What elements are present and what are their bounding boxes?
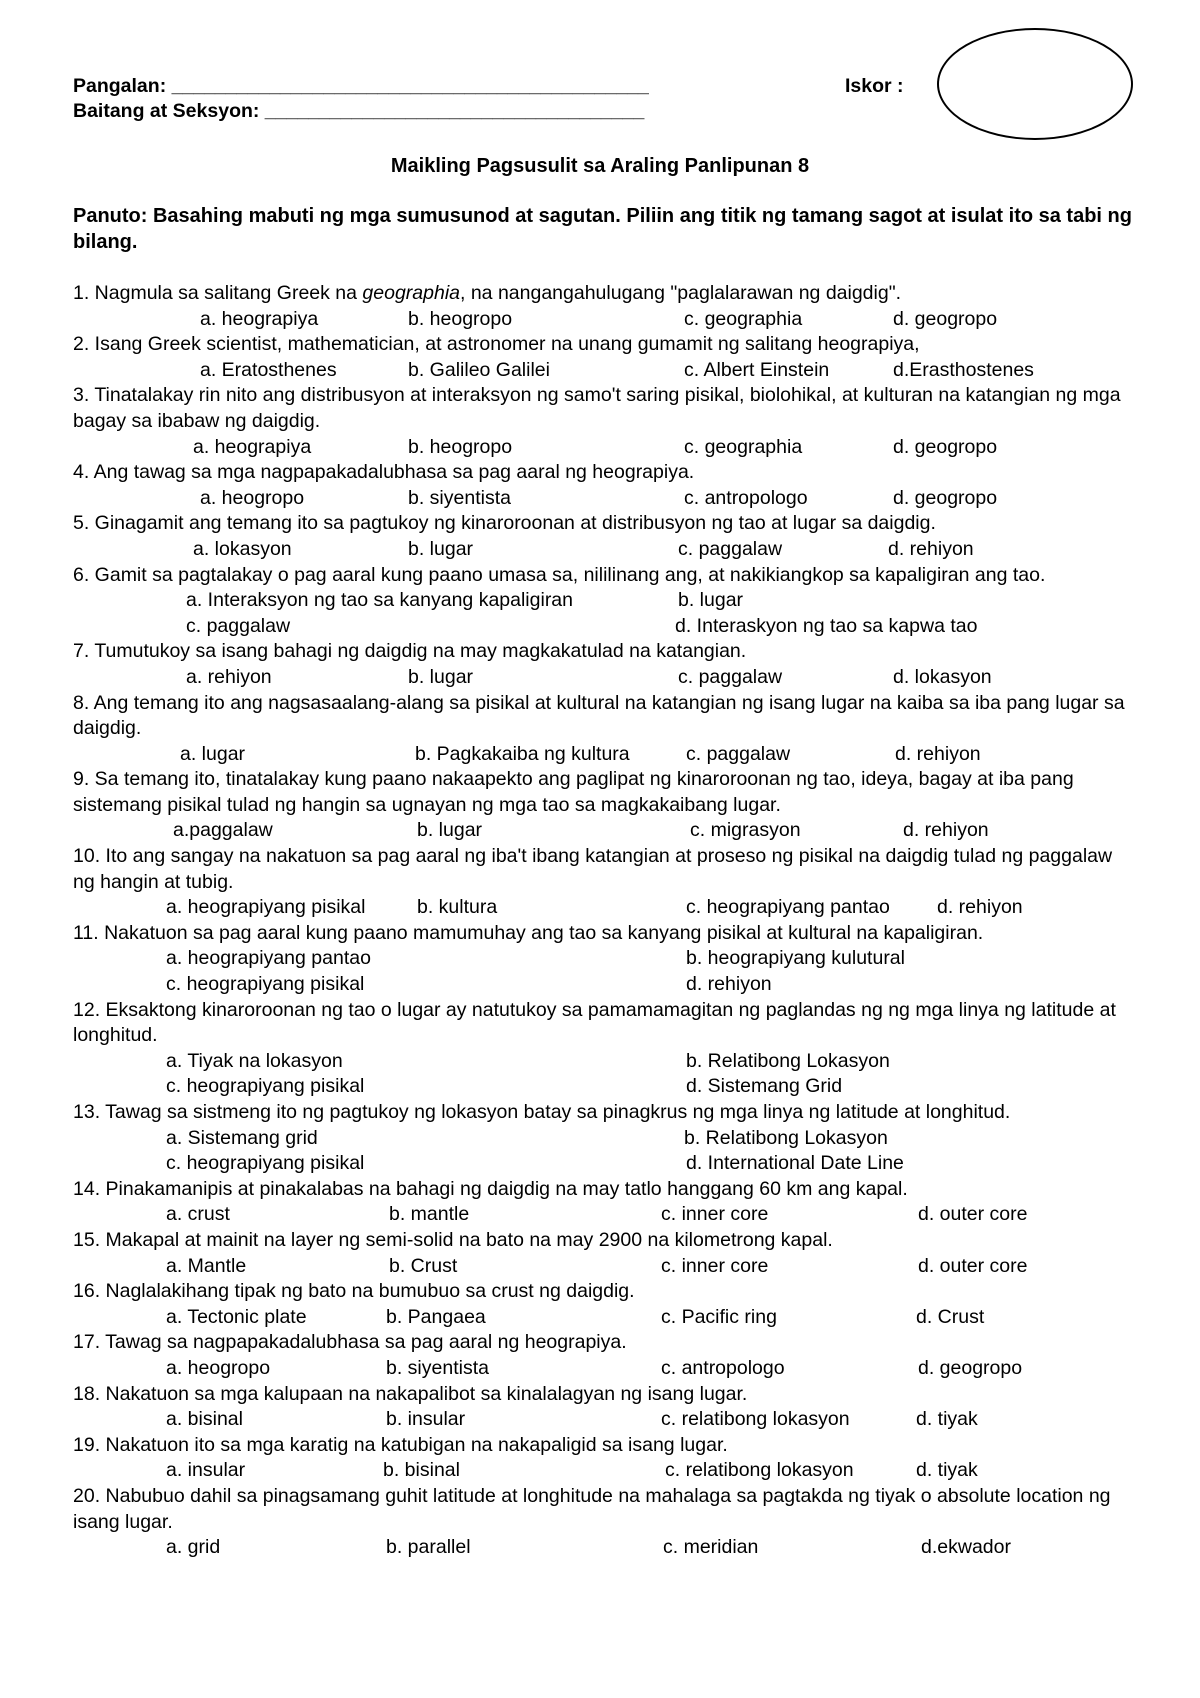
choices-row — [0, 588, 1200, 614]
question-text: 18. Nakatuon sa mga kalupaan na nakapalibot sa kinalalagyan ng isang lugar. — [73, 1382, 748, 1405]
choice-a: a. Mantle — [166, 1254, 247, 1277]
choice-c: c. inner core — [661, 1254, 769, 1277]
question-text: 9. Sa temang ito, tinatalakay kung paano nakaapekto ang paglipat ng kinaroroonan ng tao, ideya, bagay at iba pang sistemang pisikal tulad ng hangin sa ugnayan ng mga tao sa magkakaibang lugar. — [73, 768, 1074, 816]
choice-d: d. Sistemang Grid — [686, 1075, 843, 1098]
question-text: 16. Naglalakihang tipak ng bato na bumubuo sa crust ng daigdig. — [73, 1280, 635, 1303]
choice-b: b. siyentista — [408, 486, 511, 509]
choice-a: a. rehiyon — [186, 665, 272, 688]
choices-row — [0, 1049, 1200, 1075]
choice-c: c. heograpiyang pisikal — [166, 973, 365, 996]
choice-a: a.paggalaw — [173, 819, 273, 842]
question-20 — [0, 1484, 1200, 1561]
choice-b: b. siyentista — [386, 1356, 489, 1379]
score-oval — [937, 28, 1133, 140]
choices-row — [0, 435, 1200, 461]
question-text: 4. Ang tawag sa mga nagpapakadalubhasa sa pag aaral ng heograpiya. — [73, 461, 695, 484]
choice-b: b. Relatibong Lokasyon — [684, 1126, 888, 1149]
choices-row — [0, 1535, 1200, 1561]
choice-a: a. heograpiya — [193, 435, 312, 458]
question-11 — [0, 921, 1200, 998]
question-4 — [0, 460, 1200, 511]
question-12 — [0, 998, 1200, 1100]
choice-b: b. parallel — [386, 1536, 471, 1559]
question-text-emphasis: geographia — [362, 282, 460, 304]
choice-b: b. Relatibong Lokasyon — [686, 1049, 890, 1072]
choices-row — [0, 1356, 1200, 1382]
question-text-part: , na nangangahulugang "paglalarawan ng daigdig". — [460, 282, 902, 304]
choices-row — [0, 307, 1200, 333]
choice-b: b. insular — [386, 1408, 466, 1431]
choice-c: c. antropologo — [661, 1356, 785, 1379]
choice-b: b. bisinal — [383, 1459, 460, 1482]
choices-row — [0, 946, 1200, 972]
choice-b: b. lugar — [678, 589, 744, 612]
question-text: 12. Eksaktong kinaroroonan ng tao o lugar ay natutukoy sa pamamamagitan ng paglandas ng ng mga linya ng latitude at longhitud. — [73, 998, 1116, 1047]
question-list — [0, 281, 1200, 1561]
question-9 — [0, 767, 1200, 844]
question-16 — [0, 1279, 1200, 1330]
question-7 — [0, 639, 1200, 690]
score-label: Iskor : — [845, 75, 904, 97]
choices-row — [0, 895, 1200, 921]
choices-row — [0, 1126, 1200, 1152]
question-text: 5. Ginagamit ang temang ito sa pagtukoy ng kinaroroonan at distribusyon ng tao at lugar sa daigdig. — [73, 512, 936, 535]
question-text: 19. Nakatuon ito sa mga karatig na katubigan na nakapaligid sa isang lugar. — [73, 1433, 728, 1456]
choice-a: a. heogropo — [166, 1356, 271, 1379]
question-5 — [0, 511, 1200, 562]
choice-d: d. geogropo — [893, 435, 998, 458]
question-10 — [0, 844, 1200, 921]
name-field-label: Pangalan: ____________________________________________ — [73, 75, 649, 97]
instructions: Panuto: Basahing mabuti ng mga sumusunod at sagutan. Piliin ang titik ng tamang sagot at isulat ito sa tabi ng bilang. — [73, 205, 1132, 253]
choices-row — [0, 972, 1200, 998]
choice-c: c. paggalaw — [686, 742, 791, 765]
choices-row — [0, 1151, 1200, 1177]
choice-d: d.Erasthostenes — [893, 358, 1034, 381]
choice-c: c. paggalaw — [678, 665, 783, 688]
choices-row — [0, 358, 1200, 384]
choice-c: c. paggalaw — [678, 537, 783, 560]
choice-a: a. heograpiya — [200, 307, 319, 330]
choice-d: d. lokasyon — [893, 665, 992, 688]
choice-d: d. rehiyon — [686, 973, 772, 996]
question-text-part: 1. Nagmula sa salitang Greek na — [73, 282, 363, 304]
question-3 — [0, 383, 1200, 460]
choice-d: d. Crust — [916, 1305, 985, 1328]
choice-d: d. rehiyon — [903, 819, 989, 842]
choice-c: c. relatibong lokasyon — [661, 1408, 850, 1431]
choice-a: a. crust — [166, 1203, 230, 1226]
question-13 — [0, 1100, 1200, 1177]
question-text: 11. Nakatuon sa pag aaral kung paano mamumuhay ang tao sa kanyang pisikal at kultural na kapaligiran. — [73, 921, 984, 944]
question-text: 2. Isang Greek scientist, mathematician, at astronomer na unang gumamit ng salitang heograpiya, — [73, 333, 920, 356]
choice-c: c. relatibong lokasyon — [665, 1459, 854, 1482]
choice-b: b. heograpiyang kulutural — [686, 947, 905, 970]
choice-c: c. Albert Einstein — [684, 358, 830, 381]
choice-a: a. Tectonic plate — [166, 1305, 307, 1328]
choice-d: d. rehiyon — [937, 896, 1023, 919]
choice-a: a. insular — [166, 1459, 246, 1482]
question-text: 3. Tinatalakay rin nito ang distribusyon at interaksyon ng samo't saring pisikal, biolohikal, at kulturan na katangian ng mga bagay sa ibabaw ng daigdig. — [73, 384, 1121, 432]
choice-d: d. geogropo — [893, 486, 998, 509]
choice-b: b. Pagkakaiba ng kultura — [415, 742, 630, 765]
choices-row — [0, 1254, 1200, 1280]
choices-row — [0, 614, 1200, 640]
question-19 — [0, 1433, 1200, 1484]
question-18 — [0, 1382, 1200, 1433]
choice-b: b. heogropo — [408, 435, 513, 458]
choice-d: d. rehiyon — [888, 537, 974, 560]
choice-d: d. outer core — [918, 1203, 1028, 1226]
section-field-label: Baitang at Seksyon: ___________________________________ — [73, 100, 645, 122]
choices-row — [0, 537, 1200, 563]
choice-d: d. outer core — [918, 1254, 1028, 1277]
choice-c: c. heograpiyang pisikal — [166, 1152, 365, 1175]
choices-row — [0, 818, 1200, 844]
question-text: 20. Nabubuo dahil sa pinagsamang guhit latitude at longhitude na mahalaga sa pagtakda ng tiyak o absolute location ng isang lugar. — [73, 1484, 1111, 1533]
question-text: 14. Pinakamanipis at pinakalabas na bahagi ng daigdig na may tatlo hanggang 60 km ang kapal. — [73, 1177, 908, 1200]
choice-b: b. lugar — [408, 537, 474, 560]
choice-c: c. paggalaw — [186, 614, 291, 637]
question-text: 6. Gamit sa pagtalakay o pag aaral kung paano umasa sa, nililinang ang, at nakikiangkop sa kapaligiran ang tao. — [73, 563, 1046, 586]
choice-a: a. heograpiyang pantao — [166, 947, 371, 970]
choice-d: d.ekwador — [921, 1536, 1011, 1559]
choice-d: d. geogropo — [893, 307, 998, 330]
choices-row — [0, 665, 1200, 691]
choices-row — [0, 486, 1200, 512]
choice-d: d. rehiyon — [895, 742, 981, 765]
choice-a: a. Eratosthenes — [200, 358, 337, 381]
choice-d: d. Interaskyon ng tao sa kapwa tao — [675, 614, 978, 637]
choices-row — [0, 742, 1200, 768]
page-title: Maikling Pagsusulit sa Araling Panlipunan 8 — [390, 155, 810, 177]
choice-a: a. Interaksyon ng tao sa kanyang kapaligiran — [186, 589, 574, 612]
choice-b: b. mantle — [389, 1203, 470, 1226]
choice-a: a. grid — [166, 1536, 221, 1559]
choice-b: b. Crust — [389, 1254, 458, 1277]
choice-a: a. Tiyak na lokasyon — [166, 1049, 343, 1072]
choice-b: b. lugar — [417, 819, 483, 842]
choice-d: d. geogropo — [918, 1356, 1023, 1379]
choices-row — [0, 1407, 1200, 1433]
question-text: 8. Ang temang ito ang nagsasaalang-alang sa pisikal at kultural na katangian ng isang lugar na kaiba sa iba pang lugar sa daigdig. — [73, 691, 1125, 740]
choice-a: a. lugar — [180, 742, 246, 765]
choice-a: a. heogropo — [200, 486, 305, 509]
question-8 — [0, 691, 1200, 768]
question-15 — [0, 1228, 1200, 1279]
choices-row — [0, 1458, 1200, 1484]
question-text: 15. Makapal at mainit na layer ng semi-solid na bato na may 2900 na kilometrong kapal. — [73, 1228, 833, 1251]
question-2 — [0, 332, 1200, 383]
choices-row — [0, 1074, 1200, 1100]
choice-a: a. heograpiyang pisikal — [166, 896, 366, 919]
choice-c: c. geographia — [684, 435, 803, 458]
choice-b: b. kultura — [417, 896, 498, 919]
choice-c: c. Pacific ring — [661, 1305, 777, 1328]
choice-d: d. tiyak — [916, 1459, 978, 1482]
choice-c: c. meridian — [663, 1536, 759, 1559]
choice-c: c. antropologo — [684, 486, 808, 509]
question-text: 17. Tawag sa nagpapakadalubhasa sa pag aaral ng heograpiya. — [73, 1331, 627, 1354]
question-17 — [0, 1330, 1200, 1381]
choice-c: c. migrasyon — [690, 819, 801, 842]
question-1 — [0, 281, 1200, 332]
question-text: 7. Tumutukoy sa isang bahagi ng daigdig na may magkakatulad na katangian. — [73, 640, 747, 663]
choice-c: c. heograpiyang pisikal — [166, 1075, 365, 1098]
choice-c: c. geographia — [684, 307, 803, 330]
choices-row — [0, 1305, 1200, 1331]
choice-a: a. lokasyon — [193, 537, 292, 560]
question-14 — [0, 1177, 1200, 1228]
question-text: 10. Ito ang sangay na nakatuon sa pag aaral ng iba't ibang katangian at proseso ng pisikal na daigdig tulad ng paggalaw ng hangin at tubig. — [73, 845, 1113, 893]
choice-b: b. Pangaea — [386, 1305, 486, 1328]
choice-d: d. International Date Line — [686, 1152, 904, 1175]
choice-b: b. Galileo Galilei — [408, 358, 550, 381]
choice-b: b. lugar — [408, 665, 474, 688]
choice-a: a. bisinal — [166, 1408, 243, 1431]
question-text — [73, 281, 1133, 307]
choice-c: c. heograpiyang pantao — [686, 896, 890, 919]
question-6 — [0, 563, 1200, 640]
choice-b: b. heogropo — [408, 307, 513, 330]
choice-d: d. tiyak — [916, 1408, 978, 1431]
choice-c: c. inner core — [661, 1203, 769, 1226]
choices-row — [0, 1202, 1200, 1228]
question-text: 13. Tawag sa sistmeng ito ng pagtukoy ng lokasyon batay sa pinagkrus ng mga linya ng latitude at longhitud. — [73, 1101, 1011, 1123]
choice-a: a. Sistemang grid — [166, 1126, 318, 1149]
